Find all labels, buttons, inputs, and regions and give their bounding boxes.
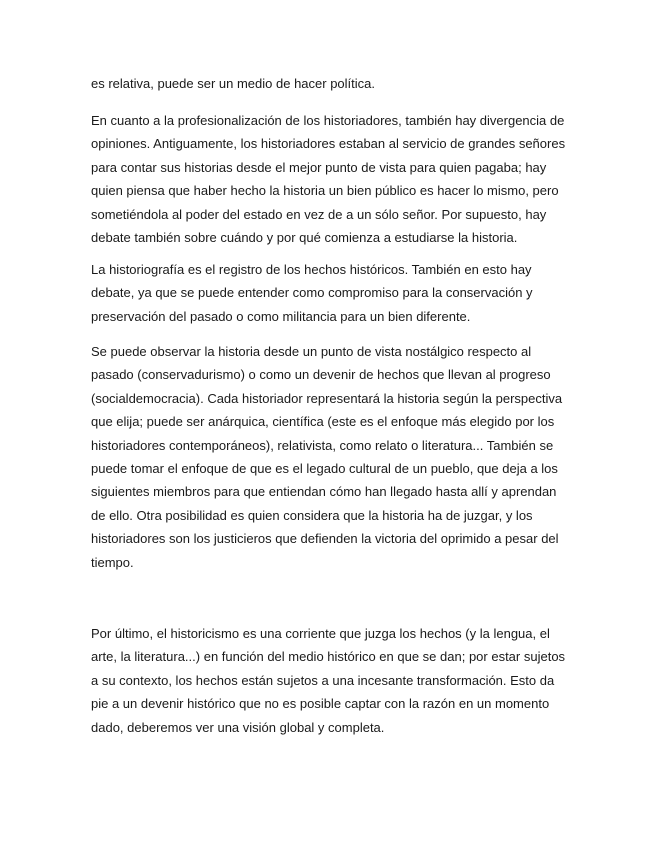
- text-line: La historiografía es el registro de los hechos históricos. También en esto hay: [91, 262, 532, 277]
- text-line: arte, la literatura...) en función del medio histórico en que se dan; por estar sujetos: [91, 649, 566, 665]
- text-line: es relativa, puede ser un medio de hacer política.: [91, 76, 376, 91]
- text-line: historiadores contemporáneos), relativista, como relato o literatura... También se: [91, 437, 554, 453]
- text-line: En cuanto a la profesionalización de los historiadores, también hay divergencia de: [91, 113, 565, 128]
- text-line: dado, deberemos ver una visión global y completa.: [91, 719, 385, 735]
- text-line: que elija; puede ser anárquica, científica (este es el enfoque más elegido por los: [91, 414, 555, 430]
- text-line: Se puede observar la historia desde un punto de vista nostálgico respecto al: [91, 344, 532, 359]
- text-line: opiniones. Antiguamente, los historiadores estaban al servicio de grandes señores: [91, 136, 566, 152]
- paragraph-2: [91, 109, 571, 249]
- text-line: Por último, el historicismo es una corriente que juzga los hechos (y la lengua, el: [91, 626, 550, 641]
- paragraph-1: [91, 72, 571, 95]
- text-line: debate también sobre cuándo y por qué comienza a estudiarse la historia.: [91, 230, 518, 246]
- text-line: a su contexto, los hechos están sujetos a una incesante transformación. Esto da: [91, 672, 555, 688]
- text-line: historiadores son los justicieros que defienden la victoria del oprimido a pesar del: [91, 531, 559, 547]
- paragraph-5: [91, 622, 571, 739]
- text-line: de ello. Otra posibilidad es quien considera que la historia ha de juzgar, y los: [91, 507, 533, 523]
- text-line: sometiéndola al poder del estado en vez de a un sólo señor. Por supuesto, hay: [91, 206, 547, 222]
- paragraph-4: [91, 340, 571, 574]
- text-line: debate, ya que se puede entender como compromiso para la conservación y: [91, 285, 533, 301]
- paragraph-3: [91, 258, 571, 328]
- text-line: (socialdemocracia). Cada historiador representará la historia según la perspectiva: [91, 390, 563, 406]
- text-line: pie a un devenir histórico que no es posible captar con la razón en un momento: [91, 696, 550, 712]
- text-line: para contar sus historias desde el mejor punto de vista para quien pagaba; hay: [91, 159, 547, 175]
- text-line: pasado (conservadurismo) o como un devenir de hechos que llevan al progreso: [91, 367, 551, 383]
- text-line: preservación del pasado o como militancia para un bien diferente.: [91, 308, 471, 324]
- text-line: puede tomar el enfoque de que es el legado cultural de un pueblo, que deja a los: [91, 461, 558, 477]
- text-line: siguientes miembros para que entiendan cómo han llegado hasta allí y aprendan: [91, 484, 557, 500]
- text-line: tiempo.: [91, 554, 134, 570]
- text-line: quien piensa que haber hecho la historia un bien público es hacer lo mismo, pero: [91, 183, 559, 199]
